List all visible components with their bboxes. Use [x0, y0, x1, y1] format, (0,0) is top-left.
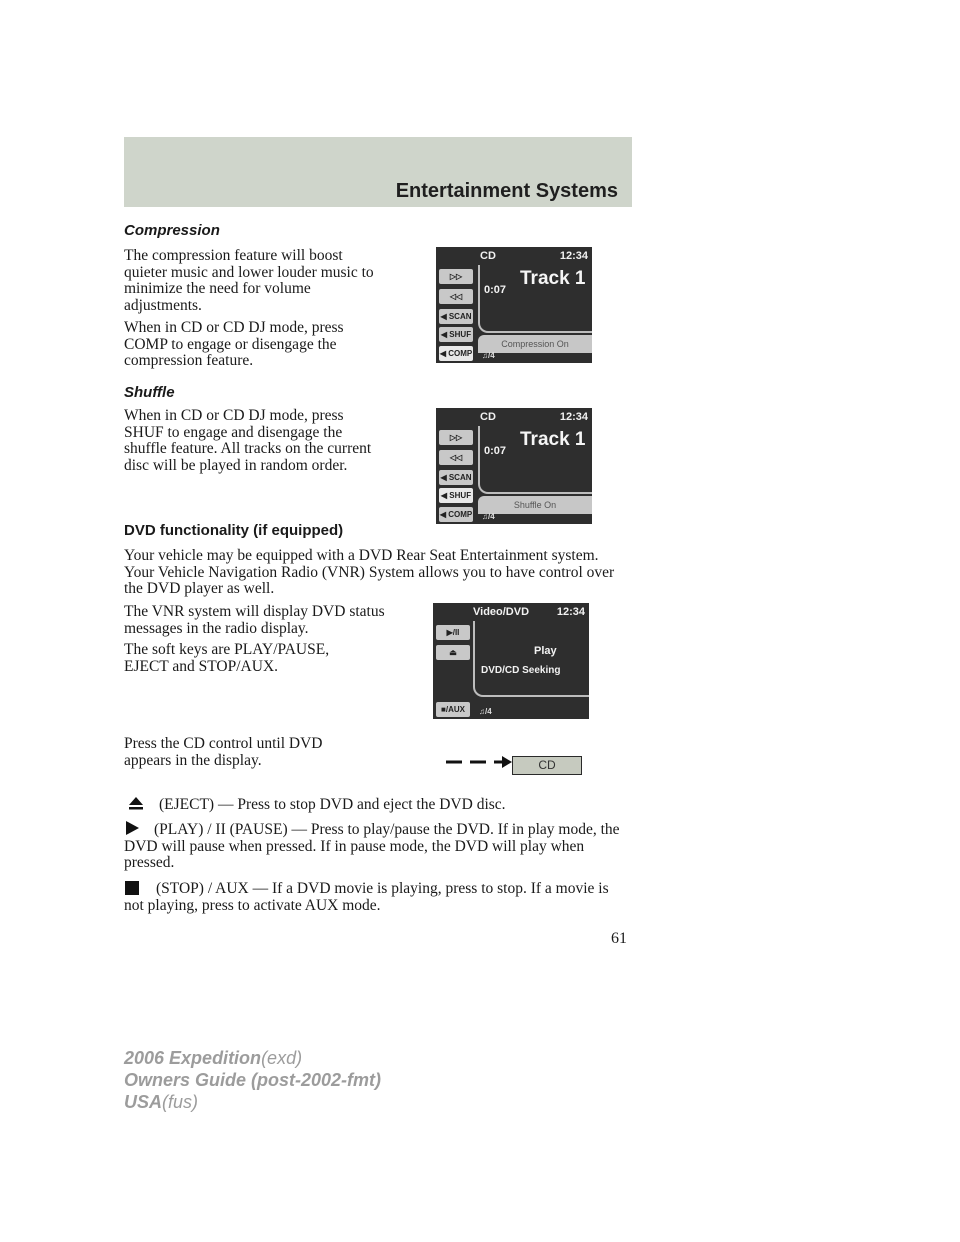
- softkey-forward: ▷▷: [439, 269, 473, 284]
- display-mode: CD: [480, 250, 496, 262]
- status-message: Compression On: [478, 335, 592, 353]
- headphone-icon: ♫/4: [482, 512, 495, 521]
- softkey-scan: ◀ SCAN: [439, 309, 473, 324]
- display-clock: 12:34: [559, 250, 588, 262]
- dashed-arrow-icon: [444, 754, 514, 774]
- footer-model-code: (exd): [261, 1048, 303, 1068]
- softkey-scan: ◀ SCAN: [439, 470, 473, 485]
- eject-description: (EJECT) — Press to stop DVD and eject the DVD disc.: [159, 796, 506, 813]
- shuffle-paragraph: When in CD or CD DJ mode, press SHUF to engage and disengage the shuffle feature. All tracks on the current disc will be played in random order.: [124, 407, 372, 474]
- display-main-panel: [473, 621, 589, 697]
- display-mode: CD: [480, 411, 496, 423]
- track-time: 0:07: [484, 284, 507, 296]
- softkey-stop-aux: ■/AUX: [436, 702, 470, 717]
- display-mode: Video/DVD: [473, 606, 530, 618]
- status-message: Shuffle On: [478, 496, 592, 514]
- cd-control-button-image: [512, 756, 582, 775]
- softkey-comp: ◀ COMP: [439, 346, 473, 361]
- track-name: Track 1: [520, 429, 586, 450]
- footer-guide: Owners Guide (post-2002-fmt): [124, 1070, 382, 1090]
- softkey-play-pause: ▶/II: [436, 625, 470, 640]
- softkey-reverse: ◁◁: [439, 450, 473, 465]
- dvd-seeking-status: DVD/CD Seeking: [481, 665, 561, 676]
- compression-paragraph-2: When in CD or CD DJ mode, press COMP to engage or disengage the compression feature.: [124, 319, 344, 369]
- footer-market-code: (fus): [162, 1092, 199, 1112]
- softkey-forward: ▷▷: [439, 430, 473, 445]
- eject-icon: [128, 796, 144, 810]
- play-description: (PLAY) / II (PAUSE) — Press to play/pause the DVD. If in play mode, the DVD will pause when pressed. If in pause mode, the DVD will play when pressed.: [124, 821, 620, 871]
- page-number: 61: [611, 930, 627, 947]
- section-title: Entertainment Systems: [395, 180, 618, 202]
- cd-label: CD: [538, 758, 556, 772]
- softkey-comp: ◀ COMP: [439, 507, 473, 522]
- softkey-reverse: ◁◁: [439, 289, 473, 304]
- footer-market: USA: [124, 1092, 163, 1112]
- footer-line-2: [124, 1070, 381, 1091]
- dvd-paragraph-3: The soft keys are PLAY/PAUSE, EJECT and STOP/AUX.: [124, 641, 330, 675]
- header-band: [124, 137, 632, 207]
- stop-description: (STOP) / AUX — If a DVD movie is playing, press to stop. If a movie is not playing, press to activate AUX mode.: [124, 880, 609, 914]
- compression-heading: Compression: [124, 222, 220, 239]
- dvd-play-status: Play: [534, 645, 557, 657]
- softkey-shuf: ◀ SHUF: [439, 327, 473, 342]
- dvd-display-image: [433, 603, 589, 719]
- footer-line-3: [124, 1092, 198, 1113]
- shuffle-display-image: [436, 408, 592, 524]
- display-clock: 12:34: [559, 411, 588, 423]
- track-time: 0:07: [484, 445, 507, 457]
- softkey-eject: ⏏: [436, 645, 470, 660]
- softkey-shuf: ◀ SHUF: [439, 488, 473, 503]
- display-clock: 12:34: [556, 606, 585, 618]
- track-name: Track 1: [520, 268, 586, 289]
- compression-display-image: [436, 247, 592, 363]
- dvd-paragraph-4: Press the CD control until DVD appears in the display.: [124, 735, 323, 769]
- compression-paragraph-1: The compression feature will boost quieter music and lower louder music to minimize the need for volume adjustments.: [124, 247, 374, 314]
- headphone-icon: ♫/4: [479, 707, 492, 716]
- dvd-paragraph-1: Your vehicle may be equipped with a DVD Rear Seat Entertainment system. Your Vehicle Navigation Radio (VNR) System allows you to have control over the DVD player as well.: [124, 547, 615, 597]
- shuffle-heading: Shuffle: [124, 384, 175, 401]
- footer-line-1: [124, 1048, 302, 1069]
- headphone-icon: ♫/4: [482, 351, 495, 360]
- footer-model: 2006 Expedition: [124, 1048, 262, 1068]
- dvd-paragraph-2: The VNR system will display DVD status messages in the radio display.: [124, 603, 385, 637]
- dvd-heading: DVD functionality (if equipped): [124, 522, 344, 539]
